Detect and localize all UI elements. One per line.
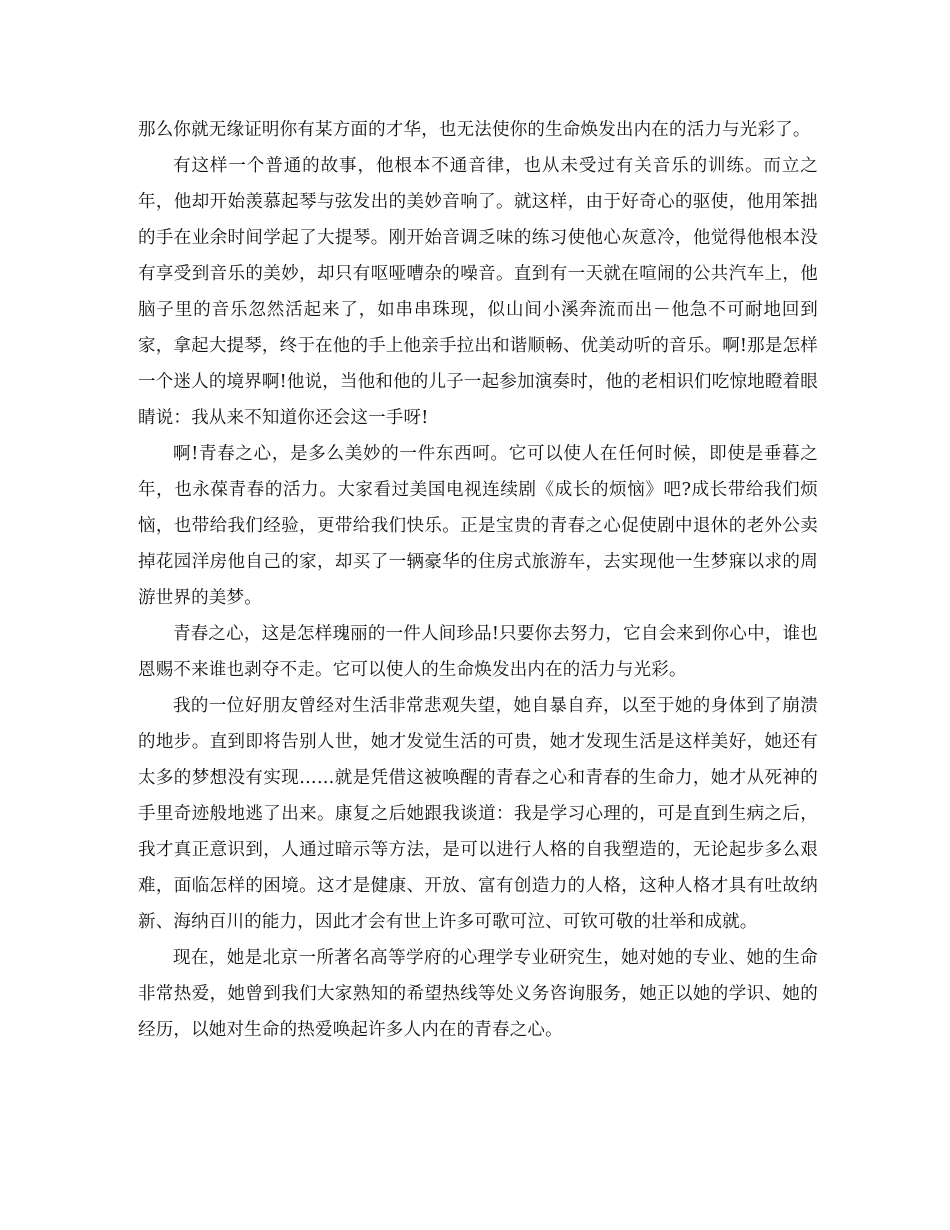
document-body [138, 112, 818, 1048]
paragraph-3: 啊!青春之心，是多么美妙的一件东西呵。它可以使人在任何时候，即使是垂暮之年，也永葆青春的活力。大家看过美国电视连续剧《成长的烦恼》吧?成长带给我们烦恼，也带给我们经验，更带给我们快乐。正是宝贵的青春之心促使剧中退休的老外公卖掉花园洋房他自己的家，却买了一辆豪华的住房式旅游车，去实现他一生梦寐以求的周游世界的美梦。 [138, 444, 818, 608]
paragraph-2: 有这样一个普通的故事，他根本不通音律，也从未受过有关音乐的训练。而立之年，他却开始羡慕起琴与弦发出的美妙音响了。就这样，由于好奇心的驱使，他用笨拙的手在业余时间学起了大提琴。刚开始音调乏味的练习使他心灰意冷，他觉得他根本没有享受到音乐的美妙，却只有呕哑嘈杂的噪音。直到有一天就在喧闹的公共汽车上，他脑子里的音乐忽然活起来了，如串串珠现，似山间小溪奔流而出－他急不可耐地回到家，拿起大提琴，终于在他的手上他亲手拉出和谐顺畅、优美动听的音乐。啊!那是怎样一个迷人的境界啊!他说，当他和他的儿子一起参加演奏时，他的老相识们吃惊地瞪着眼睛说：我从来不知道你还会这一手呀! [138, 156, 818, 428]
paragraph-5: 我的一位好朋友曾经对生活非常悲观失望，她自暴自弃，以至于她的身体到了崩溃的地步。直到即将告别人世，她才发觉生活的可贵，她才发现生活是这样美好，她还有太多的梦想没有实现……就是凭借这被唤醒的青春之心和青春的生命力，她才从死神的手里奇迹般地逃了出来。康复之后她跟我谈道：我是学习心理的，可是直到生病之后，我才真正意识到，人通过暗示等方法，是可以进行人格的自我塑造的，无论起步多么艰难，面临怎样的困境。这才是健康、开放、富有创造力的人格，这种人格才具有吐故纳新、海纳百川的能力，因此才会有世上许多可歌可泣、可钦可敬的壮举和成就。 [138, 696, 818, 932]
paragraph-1: 那么你就无缘证明你有某方面的才华，也无法使你的生命焕发出内在的活力与光彩了。 [138, 120, 811, 140]
paragraph-4: 青春之心，这是怎样瑰丽的一件人间珍品!只要你去努力，它自会来到你心中，谁也恩赐不来谁也剥夺不走。它可以使人的生命焕发出内在的活力与光彩。 [138, 624, 818, 680]
paragraph-6: 现在，她是北京一所著名高等学府的心理学专业研究生，她对她的专业、她的生命非常热爱，她曾到我们大家熟知的希望热线等处义务咨询服务，她正以她的学识、她的经历，以她对生命的热爱唤起许多人内在的青春之心。 [138, 948, 818, 1040]
